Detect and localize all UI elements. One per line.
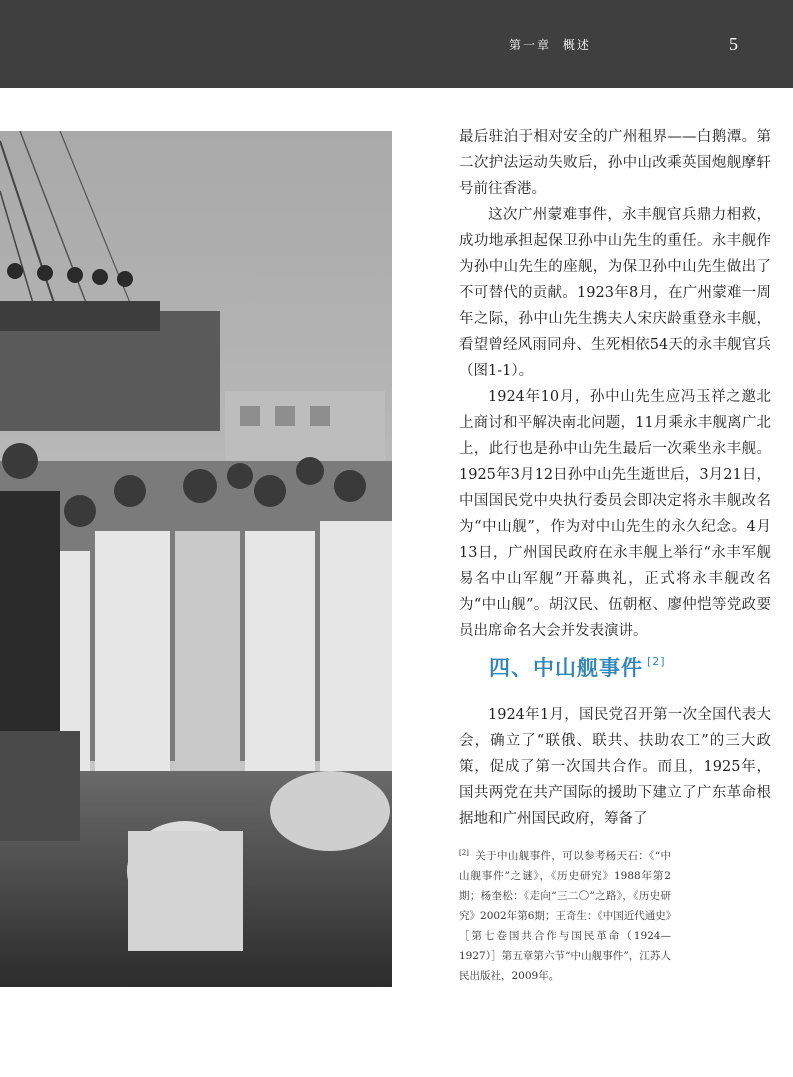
- footnote-text: 关于中山舰事件，可以参考杨天石：《“中山舰事件”之谜》，《历史研究》1988年第2期；杨奎松：《走向“三二〇”之路》，《历史研究》2002年第6期；王奇生：《中国近代通史》［第七卷国共合作与国民革命（1924—1927）］第五章第六节“中山舰事件”，江苏人民出版社，2009年。: [459, 850, 671, 982]
- paragraph: 这次广州蒙难事件，永丰舰官兵鼎力相救，成功地承担起保卫孙中山先生的重任。永丰舰作为孙中山先生的座舰，为保卫孙中山先生做出了不可替代的贡献。1923年8月，在广州蒙难一周年之际，孙中山先生携夫人宋庆龄重登永丰舰，看望曾经风雨同舟、生死相依54天的永丰舰官兵（图1-1）。: [459, 207, 771, 379]
- page-header: [0, 0, 793, 88]
- footnote-ref[interactable]: [2]: [647, 655, 666, 668]
- paragraph: 最后驻泊于相对安全的广州租界——白鹅潭。第二次护法运动失败后，孙中山改乘英国炮舰摩轩号前往香港。: [459, 129, 771, 197]
- footnote-mark: [2]: [459, 849, 469, 857]
- historical-photo: [0, 131, 392, 987]
- chapter-title: 第一章 概述: [509, 38, 591, 52]
- paragraph: 1924年10月，孙中山先生应冯玉祥之邀北上商讨和平解决南北问题，11月乘永丰舰离广北上，此行也是孙中山先生最后一次乘坐永丰舰。1925年3月12日孙中山先生逝世后，3月21日，中国国民党中央执行委员会即决定将永丰舰改名为“中山舰”，作为对中山先生的永久纪念。4月13日，广州国民政府在永丰舰上举行“永丰军舰易名中山军舰”开幕典礼，正式将永丰舰改名为“中山舰”。胡汉民、伍朝枢、廖仲恺等党政要员出席命名大会并发表演讲。: [459, 389, 771, 639]
- section-heading: [489, 652, 779, 682]
- footnote: [459, 843, 671, 986]
- body-text-lower: [459, 702, 771, 832]
- body-text-upper: [459, 124, 771, 644]
- paragraph: 1924年1月，国民党召开第一次全国代表大会，确立了“联俄、联共、扶助农工”的三大政策，促成了第一次国共合作。而且，1925年，国共两党在共产国际的援助下建立了广东革命根据地和广州国民政府，筹备了: [459, 707, 771, 827]
- page-number: 5: [729, 34, 738, 54]
- section-title: 四、中山舰事件: [489, 656, 643, 680]
